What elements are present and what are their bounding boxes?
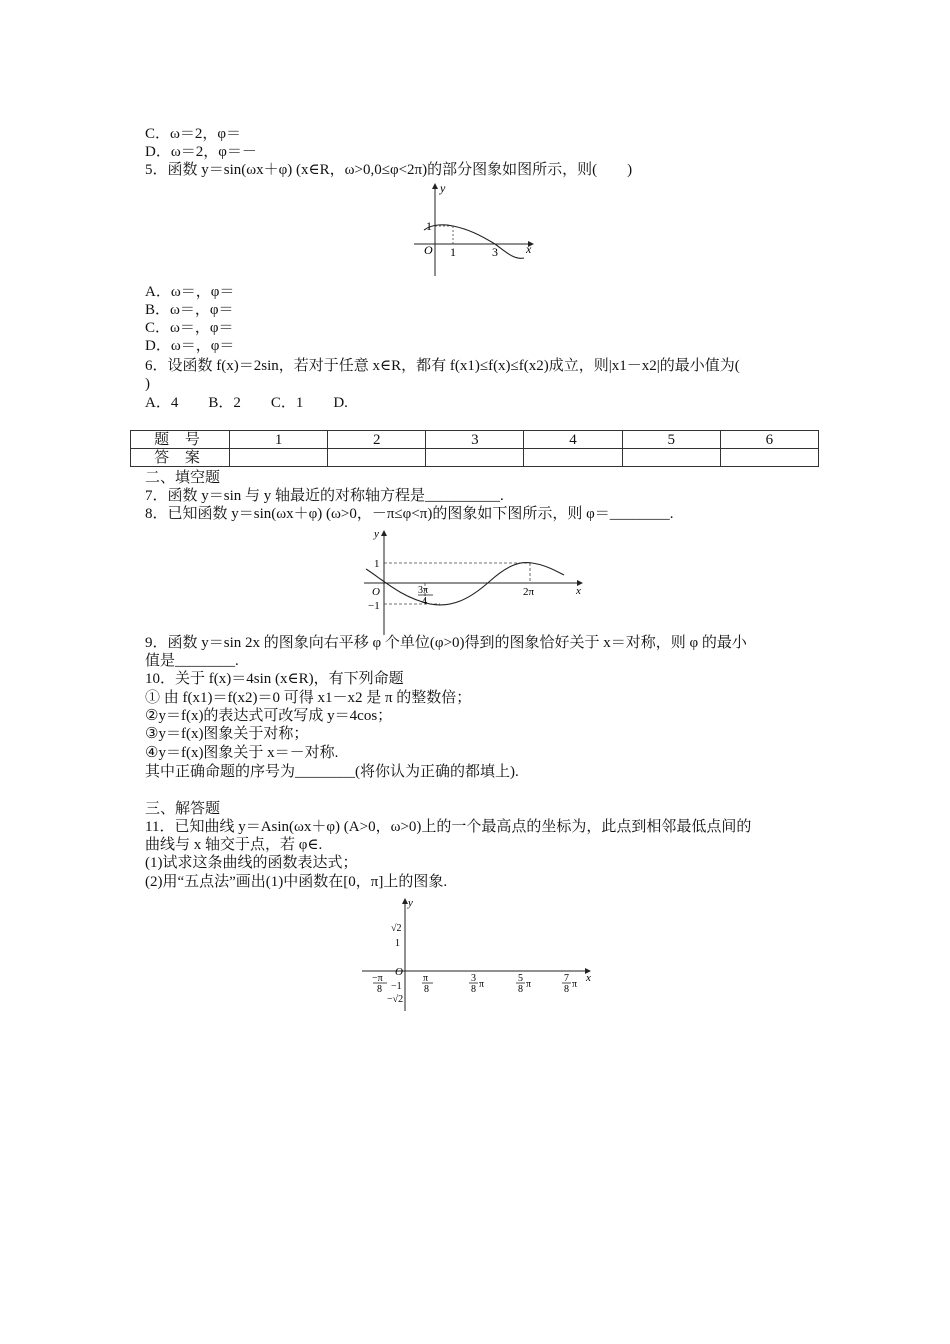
q11-xtick-5: 5 xyxy=(518,973,523,984)
q8-y-label: y xyxy=(374,528,379,540)
q11-tick-m1: −1 xyxy=(391,981,402,992)
answer-table xyxy=(130,430,819,467)
q5-tick-x3: 3 xyxy=(492,245,498,259)
q5-graph xyxy=(408,180,538,280)
q6-stem: 6．设函数 f(x)＝2sin，若对于任意 x∈R，都有 f(x1)≤f(x)≤f(x2)成立，则|x1－x2|的最小值为( xyxy=(145,358,740,374)
table-cell-number: 1 xyxy=(230,431,328,449)
q10-line-2: ① 由 f(x1)＝f(x2)＝0 可得 x1－x2 是 π 的整数倍； xyxy=(145,690,472,706)
q10-line-5: ④y＝f(x)图象关于 x＝－对称. xyxy=(145,745,339,761)
q5-option-d: D．ω＝，φ＝ xyxy=(145,338,235,354)
q11-x-label: x xyxy=(586,972,591,984)
q5-tick-x1: 1 xyxy=(450,245,456,259)
q8-tick-3pi-den: 4 xyxy=(422,596,427,607)
answer-cell[interactable] xyxy=(524,449,622,467)
q11-xtick-pi-den: 8 xyxy=(424,984,429,995)
answer-cell[interactable] xyxy=(426,449,524,467)
q8-tick-3pi-num: 3π xyxy=(418,585,429,596)
q11-blank-graph xyxy=(360,893,600,1013)
q10-line-4: ③y＝f(x)图象关于对称； xyxy=(145,726,309,742)
answer-cell[interactable] xyxy=(720,449,818,467)
q11-xtick-mpi-den: 8 xyxy=(377,984,382,995)
q11-tick-msqrt2: −√2 xyxy=(387,994,404,1005)
q10-line-6: 其中正确命题的序号为________(将你认为正确的都填上). xyxy=(145,764,519,780)
answer-cell[interactable] xyxy=(328,449,426,467)
q11-tick-sqrt2: √2 xyxy=(391,923,402,934)
answer-cell[interactable] xyxy=(230,449,328,467)
section-2-title: 二、填空题 xyxy=(145,470,221,486)
answer-table-row-numbers xyxy=(131,431,819,449)
q5-option-c: C．ω＝，φ＝ xyxy=(145,320,234,336)
q11-y-label: y xyxy=(408,897,413,909)
q8-tick-m1: −1 xyxy=(368,600,380,612)
q11-xtick-mpi: −π xyxy=(372,973,383,984)
q5-option-a: A．ω＝，φ＝ xyxy=(145,284,235,300)
q11-tick-1: 1 xyxy=(395,938,400,949)
q11-xtick-3-den: 8 xyxy=(471,984,476,995)
q9-line-1: 9．函数 y＝sin 2x 的图象向右平移 φ 个单位(φ>0)得到的图象恰好关于 x＝对称，则 φ 的最小 xyxy=(145,635,747,651)
answer-cell[interactable] xyxy=(622,449,720,467)
q5-origin: O xyxy=(424,243,433,257)
q11-xtick-5-pi: π xyxy=(526,979,532,990)
q5-y-label: y xyxy=(440,181,446,195)
q8-tick-2pi: 2π xyxy=(523,586,535,598)
q8-x-label: x xyxy=(576,585,581,597)
q11-xtick-7-pi: π xyxy=(572,979,578,990)
q4-option-d: D．ω＝2，φ＝－ xyxy=(145,144,257,160)
q5-stem: 5．函数 y＝sin(ωx＋φ) (x∈R，ω>0,0≤φ<2π)的部分图象如图所示，则( ) xyxy=(145,162,633,178)
q5-tick-y1: 1 xyxy=(426,219,432,233)
q11-xtick-pi: π xyxy=(423,973,429,984)
q11-xtick-3: 3 xyxy=(471,973,476,984)
section-3-title: 三、解答题 xyxy=(145,801,221,817)
table-cell-number: 2 xyxy=(328,431,426,449)
table-cell-number: 4 xyxy=(524,431,622,449)
q8-tick-1: 1 xyxy=(374,558,380,570)
q10-line-1: 10．关于 f(x)＝4sin (x∈R)，有下列命题 xyxy=(145,671,404,687)
table-cell-number: 3 xyxy=(426,431,524,449)
q5-option-b: B．ω＝，φ＝ xyxy=(145,302,234,318)
q8-stem: 8．已知函数 y＝sin(ωx＋φ) (ω>0，－π≤φ<π)的图象如下图所示，则 φ＝________. xyxy=(145,506,674,522)
q7-stem: 7．函数 y＝sin 与 y 轴最近的对称轴方程是__________. xyxy=(145,488,504,504)
table-cell-number: 6 xyxy=(720,431,818,449)
q11-line-3: (1)试求这条曲线的函数表达式； xyxy=(145,855,358,871)
q11-xtick-5-den: 8 xyxy=(518,984,523,995)
q11-line-2: 曲线与 x 轴交于点，若 φ∈. xyxy=(145,837,323,853)
q10-line-3: ②y＝f(x)的表达式可改写成 y＝4cos； xyxy=(145,708,393,724)
q11-xtick-3-pi: π xyxy=(479,979,485,990)
q8-graph xyxy=(360,525,592,637)
q11-line-4: (2)用“五点法”画出(1)中函数在[0，π]上的图象. xyxy=(145,874,448,890)
q4-option-c: C．ω＝2，φ＝ xyxy=(145,126,242,142)
q11-xtick-7-den: 8 xyxy=(564,984,569,995)
table-header-number: 题 号 xyxy=(131,431,230,449)
q5-x-label: x xyxy=(526,242,532,256)
answer-table-row-answers xyxy=(131,449,819,467)
q6-options: A．4 B．2 C．1 D. xyxy=(145,395,348,411)
q11-xtick-7: 7 xyxy=(564,973,569,984)
table-header-answer: 答 案 xyxy=(131,449,230,467)
q6-stem-cont: ) xyxy=(145,376,150,392)
q8-origin: O xyxy=(372,586,380,598)
q11-line-1: 11．已知曲线 y＝Asin(ωx＋φ) (A>0，ω>0)上的一个最高点的坐标为，此点到相邻最低点间的 xyxy=(145,819,752,835)
q9-line-2: 值是________. xyxy=(145,653,239,669)
table-cell-number: 5 xyxy=(622,431,720,449)
q11-origin: O xyxy=(395,966,403,978)
